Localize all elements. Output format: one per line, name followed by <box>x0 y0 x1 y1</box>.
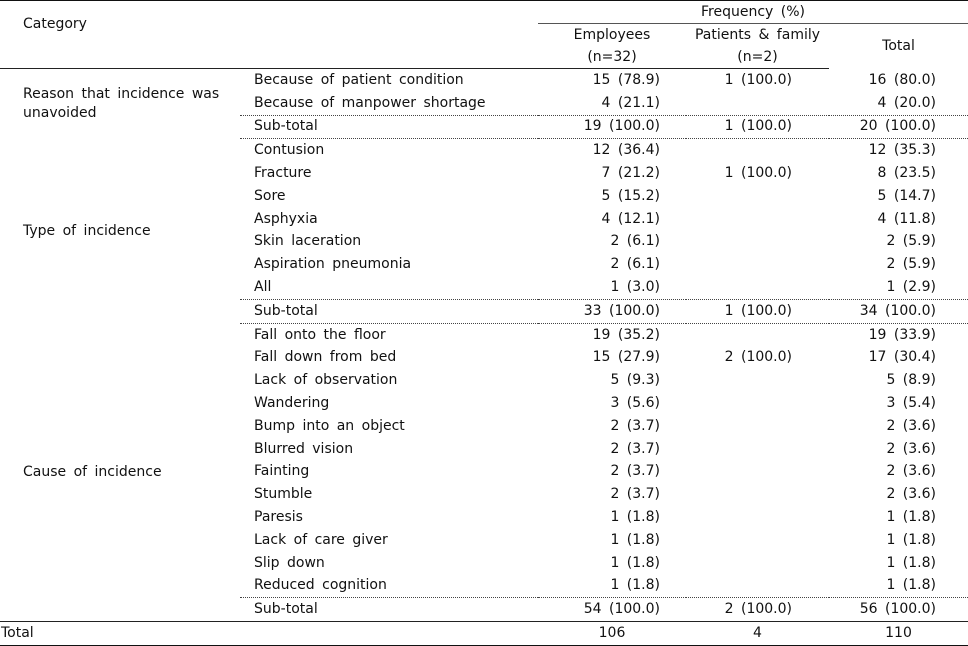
header-subcategory-blank <box>240 1 538 47</box>
employees-value: 2 (3.7) <box>610 463 660 480</box>
total-value: 4 (20.0) <box>877 94 936 111</box>
category-cell: Cause of incidence <box>23 463 162 480</box>
patients-value <box>686 392 829 415</box>
subtotal-total: 20 (100.0) <box>829 115 968 139</box>
employees-value: 5 (15.2) <box>601 187 660 204</box>
employees-value: 15 (27.9) <box>592 349 660 366</box>
employees-value: 15 (78.9) <box>592 71 660 88</box>
total-value: 1 (1.8) <box>886 554 936 571</box>
subtotal-patients: 1 (100.0) <box>686 115 829 139</box>
header-category: Category <box>0 1 240 47</box>
patients-value <box>686 415 829 438</box>
subtotal-label: Sub-total <box>240 299 538 323</box>
total-value: 3 (5.4) <box>886 395 936 412</box>
subcategory-label: Slip down <box>254 554 325 571</box>
subtotal-total: 34 (100.0) <box>829 299 968 323</box>
subcategory-label: Fall onto the floor <box>254 326 386 343</box>
grand-total-label: Total <box>0 622 240 646</box>
employees-value: 1 (1.8) <box>610 509 660 526</box>
employees-value: 2 (3.7) <box>610 440 660 457</box>
total-value: 12 (35.3) <box>868 142 936 159</box>
subtotal-total: 56 (100.0) <box>829 598 968 622</box>
subcategory-label: Because of manpower shortage <box>254 94 486 111</box>
subcategory-label: Fainting <box>254 463 310 480</box>
patients-value <box>686 231 829 254</box>
header-patients: Patients & family <box>694 27 821 43</box>
subcategory-label: Wandering <box>254 395 330 412</box>
patients-value <box>686 208 829 231</box>
total-value: 2 (5.9) <box>886 233 936 250</box>
subcategory-label: Paresis <box>254 509 303 526</box>
patients-value <box>686 575 829 598</box>
total-value: 16 (80.0) <box>868 71 936 88</box>
patients-value: 2 (100.0) <box>724 349 792 366</box>
total-value: 1 (1.8) <box>886 509 936 526</box>
patients-value <box>686 185 829 208</box>
header-blank-2 <box>240 46 538 69</box>
subcategory-label: Aspiration pneumonia <box>254 256 412 273</box>
header-patients-n: (n=2) <box>686 46 829 69</box>
subcategory-label: Blurred vision <box>254 440 354 457</box>
category-cell: Reason that incidence was unavoided <box>23 85 220 121</box>
patients-value: 1 (100.0) <box>724 165 792 182</box>
total-value: 2 (3.6) <box>886 463 936 480</box>
subtotal-patients: 1 (100.0) <box>686 299 829 323</box>
subcategory-label: Fall down from bed <box>254 349 397 366</box>
subcategory-label: Reduced cognition <box>254 577 387 594</box>
subcategory-label: Contusion <box>254 142 325 159</box>
patients-value <box>686 92 829 115</box>
header-employees: Employees <box>573 27 651 43</box>
subtotal-employees: 54 (100.0) <box>538 598 686 622</box>
subcategory-label: Skin laceration <box>254 233 362 250</box>
total-value: 5 (8.9) <box>886 372 936 389</box>
employees-value: 1 (1.8) <box>610 531 660 548</box>
employees-value: 4 (21.1) <box>601 94 660 111</box>
total-value: 19 (33.9) <box>868 326 936 343</box>
grand-total-blank <box>240 622 538 646</box>
subtotal-employees: 33 (100.0) <box>538 299 686 323</box>
employees-value: 2 (6.1) <box>610 256 660 273</box>
header-employees-n: (n=32) <box>538 46 686 69</box>
total-value: 17 (30.4) <box>868 349 936 366</box>
patients-value <box>686 506 829 529</box>
header-frequency: Frequency (%) <box>538 1 968 24</box>
table-row <box>0 69 968 92</box>
subtotal-label: Sub-total <box>240 115 538 139</box>
patients-value <box>686 461 829 484</box>
total-value: 2 (5.9) <box>886 256 936 273</box>
total-value: 8 (23.5) <box>877 165 936 182</box>
total-value: 5 (14.7) <box>877 187 936 204</box>
patients-value <box>686 323 829 346</box>
grand-total-patients: 4 <box>686 622 829 646</box>
subcategory-label: Stumble <box>254 486 313 503</box>
subcategory-label: Sore <box>254 187 286 204</box>
grand-total-total: 110 <box>829 622 968 646</box>
table-row <box>0 323 968 346</box>
header-row-top <box>0 1 968 24</box>
patients-value: 1 (100.0) <box>724 71 792 88</box>
employees-value: 2 (3.7) <box>610 417 660 434</box>
header-total: Total <box>882 38 915 55</box>
employees-value: 1 (3.0) <box>610 279 660 296</box>
subtotal-employees: 19 (100.0) <box>538 115 686 139</box>
subcategory-label: Lack of observation <box>254 372 398 389</box>
grand-total-row <box>0 622 968 646</box>
employees-value: 19 (35.2) <box>592 326 660 343</box>
patients-value <box>686 552 829 575</box>
table-row <box>0 139 968 162</box>
subcategory-label: Fracture <box>254 165 312 182</box>
subcategory-label: Bump into an object <box>254 417 405 434</box>
employees-value: 5 (9.3) <box>610 372 660 389</box>
patients-value <box>686 529 829 552</box>
subcategory-label: All <box>254 279 272 296</box>
patients-value <box>686 438 829 461</box>
patients-value <box>686 253 829 276</box>
subtotal-label: Sub-total <box>240 598 538 622</box>
header-row-bottom <box>0 46 968 69</box>
employees-value: 3 (5.6) <box>610 395 660 412</box>
employees-value: 2 (3.7) <box>610 486 660 503</box>
patients-value <box>686 369 829 392</box>
total-value: 2 (3.6) <box>886 486 936 503</box>
total-value: 4 (11.8) <box>877 210 936 227</box>
header-blank-1 <box>0 46 240 69</box>
total-value: 2 (3.6) <box>886 440 936 457</box>
patients-value <box>686 139 829 162</box>
total-value: 1 (2.9) <box>886 279 936 296</box>
grand-total-employees: 106 <box>538 622 686 646</box>
employees-value: 7 (21.2) <box>601 165 660 182</box>
patients-value <box>686 483 829 506</box>
total-value: 1 (1.8) <box>886 577 936 594</box>
subtotal-patients: 2 (100.0) <box>686 598 829 622</box>
category-cell: Type of incidence <box>23 222 151 239</box>
subcategory-label: Because of patient condition <box>254 71 464 88</box>
subcategory-label: Lack of care giver <box>254 531 388 548</box>
employees-value: 1 (1.8) <box>610 554 660 571</box>
employees-value: 12 (36.4) <box>592 142 660 159</box>
total-value: 1 (1.8) <box>886 531 936 548</box>
employees-value: 4 (12.1) <box>601 210 660 227</box>
employees-value: 2 (6.1) <box>610 233 660 250</box>
patients-value <box>686 276 829 299</box>
subcategory-label: Asphyxia <box>254 210 318 227</box>
total-value: 2 (3.6) <box>886 417 936 434</box>
employees-value: 1 (1.8) <box>610 577 660 594</box>
